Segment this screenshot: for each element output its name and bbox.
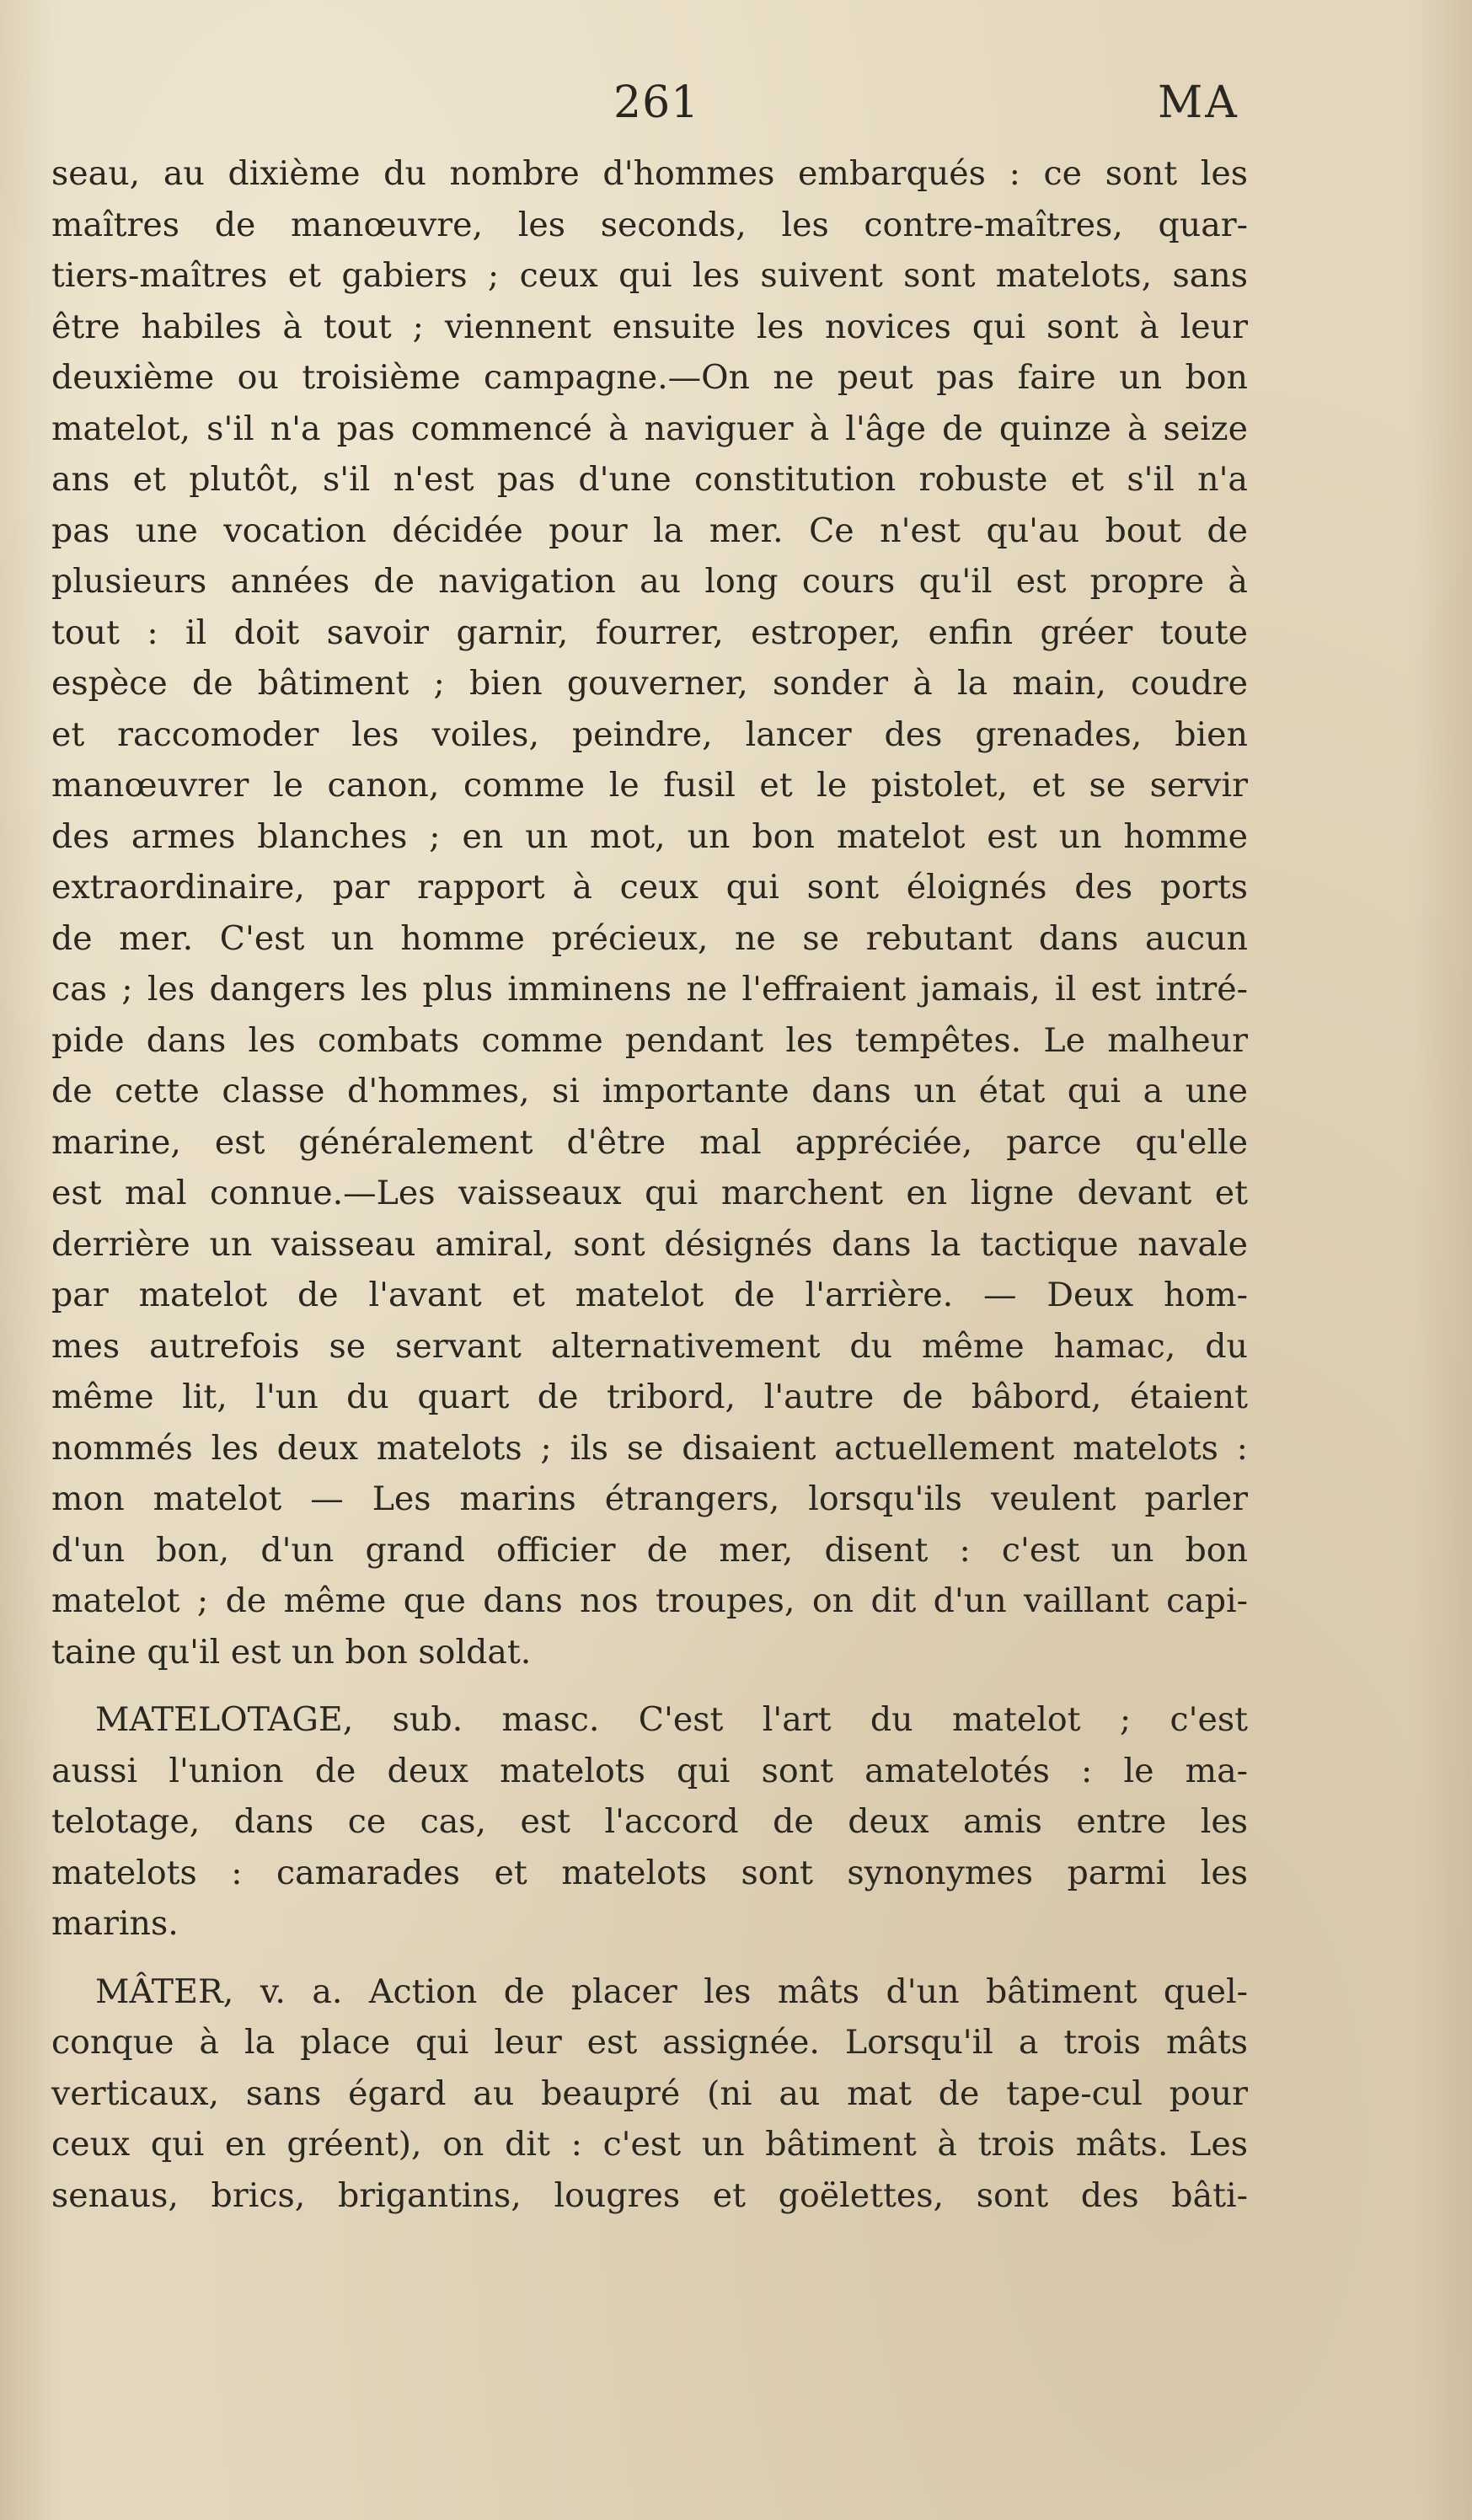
text-line: marins. xyxy=(51,1904,179,1943)
text-line: ans et plutôt, s'il n'est pas d'une constitution robuste et s'il n'a xyxy=(51,460,1248,499)
text-line: même lit, l'un du quart de tribord, l'autre de bâbord, étaient xyxy=(51,1378,1248,1416)
text-line: est mal connue.—Les vaisseaux qui marchent en ligne devant et xyxy=(51,1174,1248,1212)
text-line: et raccomoder les voiles, peindre, lancer des grenades, bien xyxy=(51,714,1248,754)
text-line: ceux qui en gréent), on dit : c'est un bâtiment à trois mâts. Les xyxy=(51,2125,1248,2164)
text-line: verticaux, sans égard au beaupré (ni au mat de tape-cul pour xyxy=(51,2073,1248,2113)
entry-spacer xyxy=(51,1677,1248,1694)
text-line: deuxième ou troisième campagne.—On ne peut pas faire un bon xyxy=(51,358,1248,397)
text-line: cas ; les dangers les plus imminens ne l'effraient jamais, il est intré- xyxy=(51,970,1248,1009)
page-number: 261 xyxy=(613,78,700,128)
text-line: espèce de bâtiment ; bien gouverner, sonder à la main, coudre xyxy=(51,664,1248,703)
text-line: derrière un vaisseau amiral, sont désignés dans la tactique navale xyxy=(51,1224,1248,1264)
text-line: par matelot de l'avant et matelot de l'arrière. — Deux hom- xyxy=(51,1276,1248,1314)
text-line: de cette classe d'hommes, si importante dans un état qui a une xyxy=(51,1072,1248,1110)
entry-spacer xyxy=(51,1950,1248,1966)
text-line: conque à la place qui leur est assignée. Lorsqu'il a trois mâts xyxy=(51,2023,1248,2062)
text-line: pas une vocation décidée pour la mer. Ce n'est qu'au bout de xyxy=(51,511,1248,550)
text-line: seau, au dixième du nombre d'hommes embarqués : ce sont les xyxy=(51,154,1248,193)
text-line: mon matelot — Les marins étrangers, lorsqu'ils veulent parler xyxy=(51,1479,1248,1518)
entry-matelotage xyxy=(51,1694,1248,1950)
text-line: maîtres de manœuvre, les seconds, les contre-maîtres, quar- xyxy=(51,205,1248,244)
text-line: de mer. C'est un homme précieux, ne se rebutant dans aucun xyxy=(51,918,1248,958)
text-line: matelot, s'il n'a pas commencé à naviguer à l'âge de quinze à seize xyxy=(51,409,1248,448)
text-line: matelot ; de même que dans nos troupes, on dit d'un vaillant capi- xyxy=(51,1581,1248,1620)
text-line: être habiles à tout ; viennent ensuite les novices qui sont à leur xyxy=(51,307,1248,346)
section-letters: MA xyxy=(1158,78,1239,128)
text-line: mes autrefois se servant alternativement du même hamac, du xyxy=(51,1326,1248,1366)
entry-mater xyxy=(51,1966,1248,2222)
text-line: plusieurs années de navigation au long cours qu'il est propre à xyxy=(51,562,1248,601)
text-line: manœuvrer le canon, comme le fusil et le pistolet, et se servir xyxy=(51,766,1248,805)
text-line: aussi l'union de deux matelots qui sont amatelotés : le ma- xyxy=(51,1751,1248,1790)
body-text xyxy=(51,148,1248,2221)
running-head xyxy=(0,78,1472,136)
text-line: pide dans les combats comme pendant les tempêtes. Le malheur xyxy=(51,1020,1248,1060)
text-line: tout : il doit savoir garnir, fourrer, estroper, enfin gréer toute xyxy=(51,613,1248,652)
text-line: senaus, brics, brigantins, lougres et goëlettes, sont des bâti- xyxy=(51,2175,1248,2215)
text-line: des armes blanches ; en un mot, un bon matelot est un homme xyxy=(51,816,1248,856)
entry-headword-line: MÂTER, v. a. Action de placer les mâts d'un bâtiment quel- xyxy=(95,1972,1248,2011)
text-line: d'un bon, d'un grand officier de mer, disent : c'est un bon xyxy=(51,1530,1248,1570)
text-line: nommés les deux matelots ; ils se disaient actuellement matelots : xyxy=(51,1428,1248,1468)
entry-headword-line: MATELOTAGE, sub. masc. C'est l'art du matelot ; c'est xyxy=(95,1700,1248,1739)
text-line: telotage, dans ce cas, est l'accord de deux amis entre les xyxy=(51,1802,1248,1841)
text-line: marine, est généralement d'être mal appréciée, parce qu'elle xyxy=(51,1122,1248,1162)
text-line: extraordinaire, par rapport à ceux qui sont éloignés des ports xyxy=(51,868,1248,907)
text-line: tiers-maîtres et gabiers ; ceux qui les suivent sont matelots, sans xyxy=(51,256,1248,295)
paragraph-matelot-continuation xyxy=(51,148,1248,1677)
text-line: matelots : camarades et matelots sont synonymes parmi les xyxy=(51,1853,1248,1892)
text-line: taine qu'il est un bon soldat. xyxy=(51,1632,532,1672)
